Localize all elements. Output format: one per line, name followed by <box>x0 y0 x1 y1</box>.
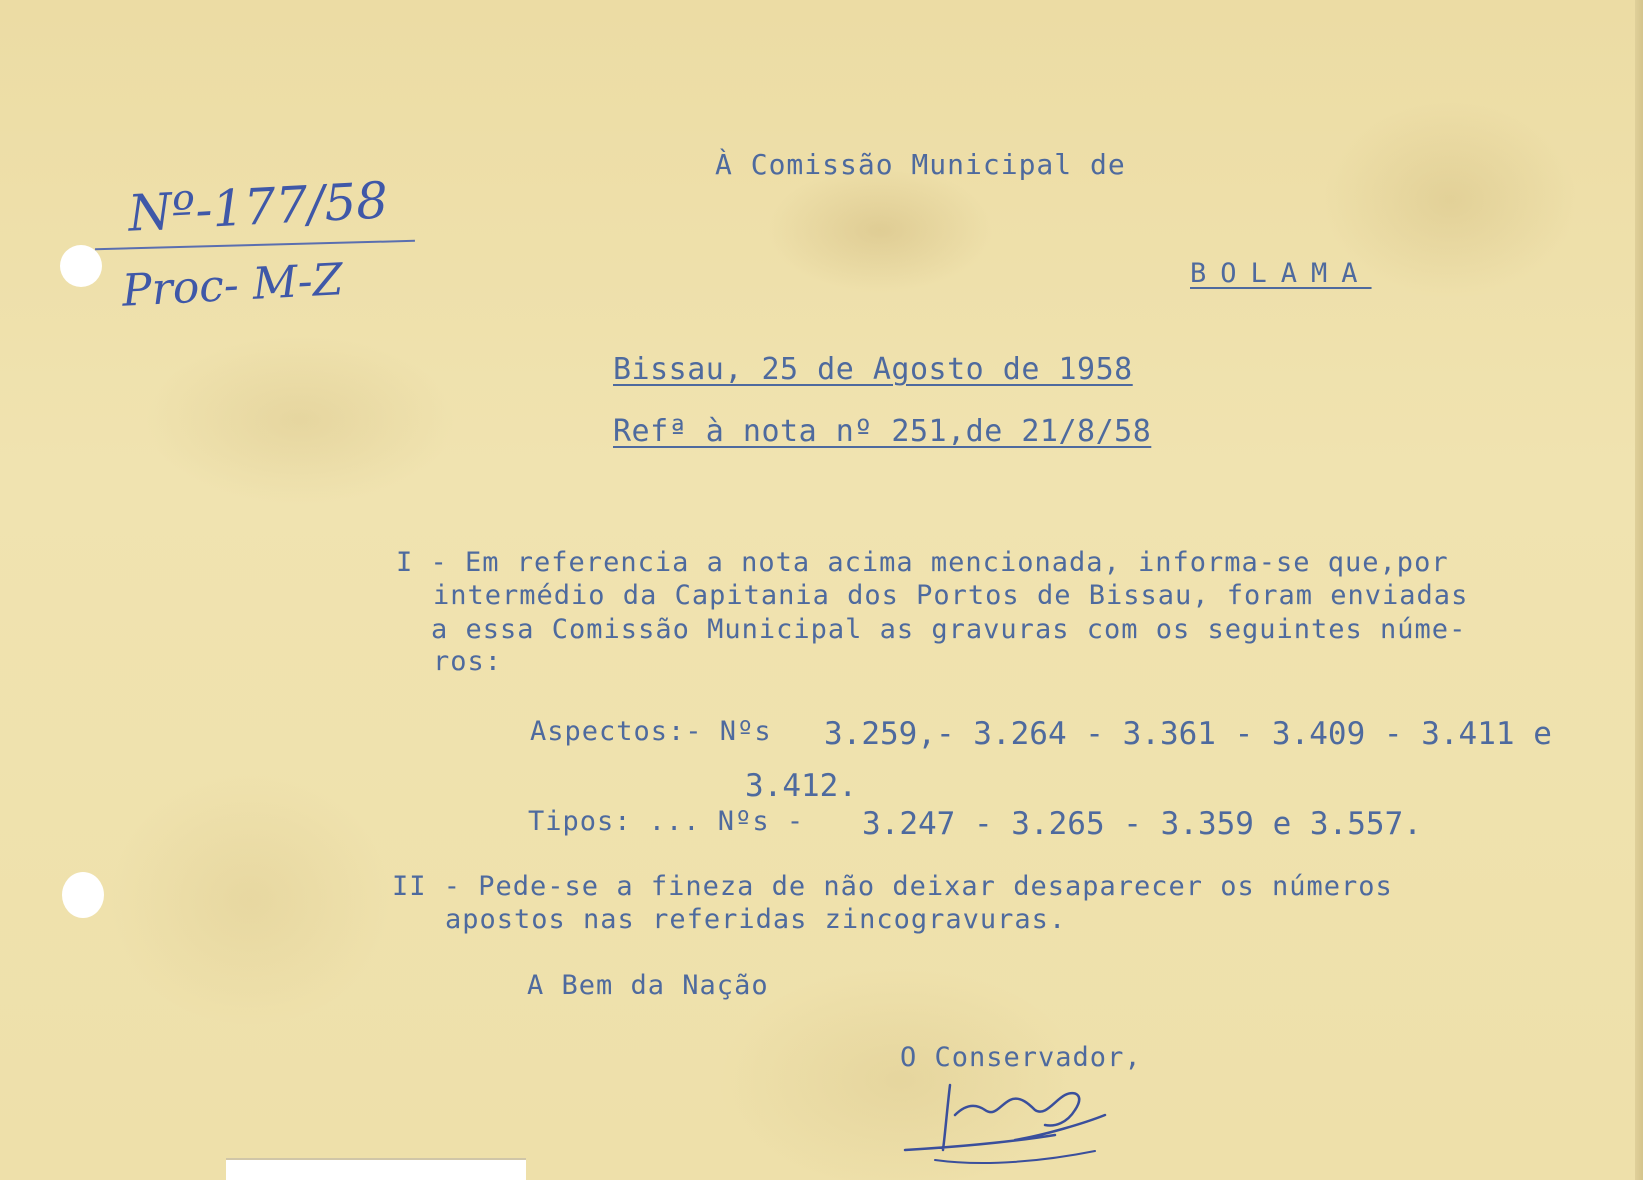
item1-line-4: ros: <box>433 646 503 677</box>
tipos-numbers: 3.247 - 3.265 - 3.359 e 3.557. <box>862 806 1422 842</box>
signature <box>895 1055 1155 1175</box>
addressee-city: BOLAMA <box>1190 258 1372 289</box>
aspectos-continuation: 3.412. <box>745 768 857 804</box>
punch-hole-bottom <box>62 872 104 918</box>
dateline: Bissau, 25 de Agosto de 1958 <box>613 352 1133 387</box>
item1-line-2: intermédio da Capitania dos Portos de Bissau, foram enviadas <box>433 580 1469 611</box>
item2-line-1: II - Pede-se a fineza de não deixar desaparecer os números <box>392 871 1393 902</box>
paper-tab <box>226 1158 526 1180</box>
handwritten-process: Proc- M-Z <box>120 254 345 317</box>
item2-line-2: apostos nas referidas zincogravuras. <box>445 904 1067 935</box>
tipos-label: Tipos: ... Nºs - <box>528 806 805 837</box>
closing-salutation: A Bem da Nação <box>527 970 769 1001</box>
punch-hole-top <box>60 245 102 287</box>
item1-line-3: a essa Comissão Municipal as gravuras com os seguintes núme- <box>431 614 1467 645</box>
item1-line-1: I - Em referencia a nota acima mencionada, informa-se que,por <box>396 547 1449 578</box>
addressee-line: À Comissão Municipal de <box>715 148 1126 181</box>
signatory-title: O Conservador, <box>900 1042 1142 1073</box>
reference-line: Refª à nota nº 251,de 21/8/58 <box>613 414 1152 449</box>
aspectos-label: Aspectos:- Nºs <box>530 716 772 747</box>
aspectos-numbers: 3.259,- 3.264 - 3.361 - 3.409 - 3.411 e <box>824 716 1552 752</box>
handwritten-number: Nº-177/58 <box>126 171 390 243</box>
page-edge <box>1635 0 1643 1180</box>
